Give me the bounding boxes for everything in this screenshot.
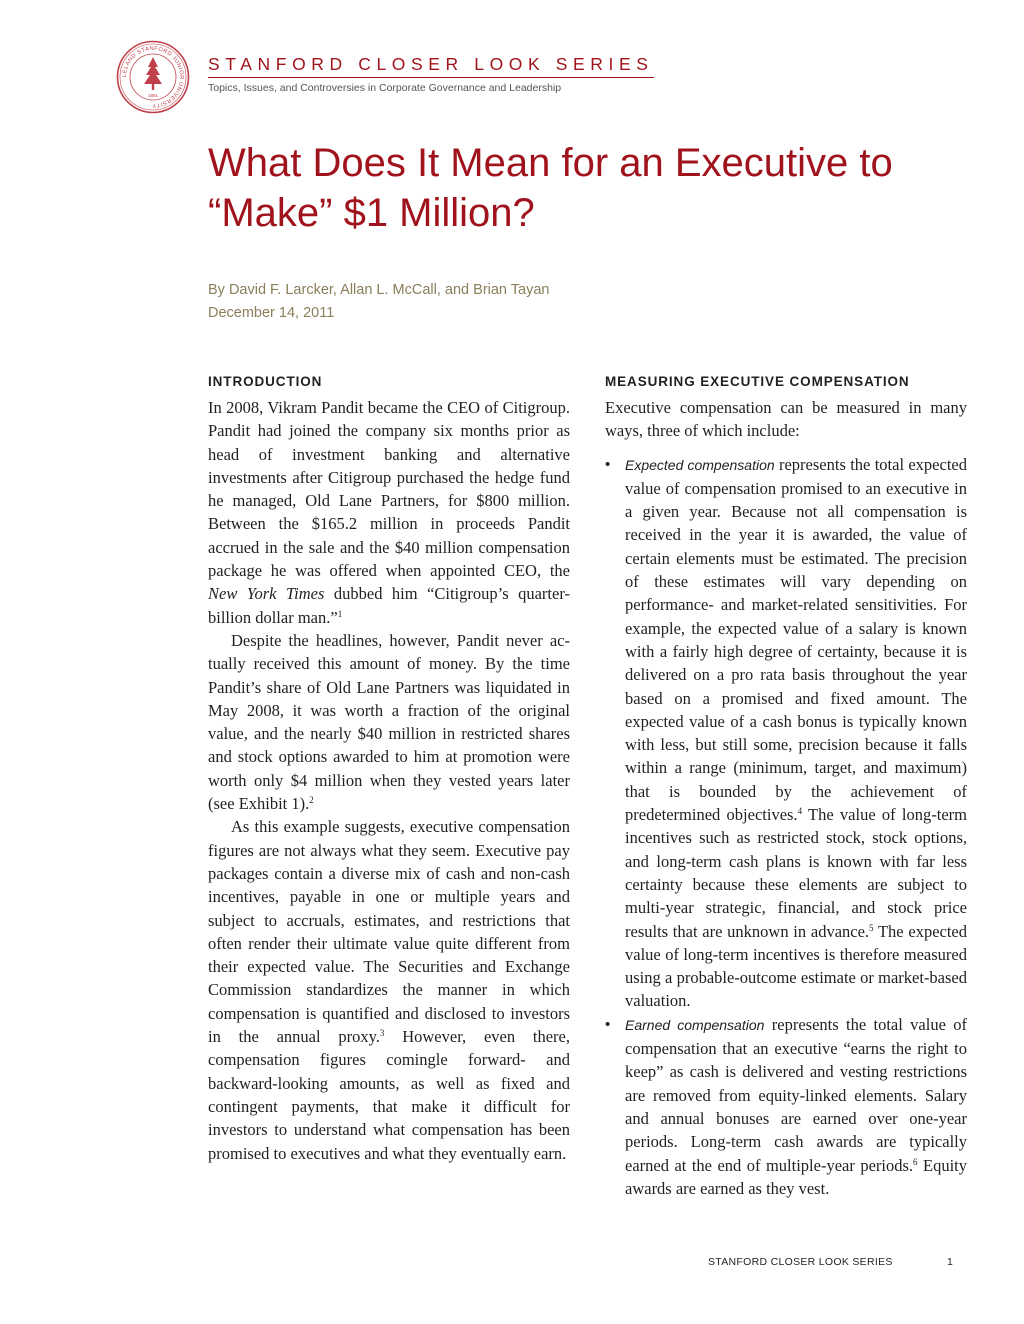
paragraph: In 2008, Vikram Pandit became the CEO of Citigroup. Pandit had joined the company six months prior as head of investment banking and alternative investments after Citigroup purchased the hedge fund he managed, Old Lane Partners, for $800 million. Between the $165.2 million in proceeds Pandit accrued in the sale and the $40 million compensation package he was offered when appointed CEO, the New York Times dubbed him “Citigroup’s quarter-billion dollar man.”$^1$ bbox=[208, 398, 570, 627]
footnote-ref: 4 bbox=[797, 806, 803, 817]
bullet-list bbox=[605, 453, 967, 1201]
footnote-ref: 3 bbox=[379, 1028, 385, 1039]
paragraph: Despite the headlines, however, Pandit never actually received this amount of money. By the time Pandit’s share of Old Lane Partners was liquidated in May 2008, it was worth a fraction of the original value, and the nearly $40 million in restricted shares and stock options awarded to him at promotion were worth only $4 million when they vested years later (see Exhibit 1).$^2$ bbox=[208, 630, 570, 814]
series-subtitle: Topics, Issues, and Controversies in Corporate Governance and Leadership bbox=[208, 82, 562, 94]
footnote-ref: 6 bbox=[913, 1156, 918, 1167]
paragraph: As this example suggests, executive compensation figures are not always what they seem. Executive pay packages contain a diverse mix of cash and non-cash incentives, payable in one or multiple years and subject to accruals, estimates, and restrictions that often render their ultimate value quite different from their expected value. The Securities and Exchange Commission standardizes the manner in which compensation is quantified and disclosed to investors in the annual proxy.$^3$ However, even there, compensation figures comingle forward- and backward-looking amounts, as well as fixed and contingent payments, that make it difficult for investors to understand what compensation has been promised to executives and what they eventually earn. bbox=[208, 817, 570, 1163]
footnote-ref: 1 bbox=[337, 608, 343, 619]
byline bbox=[208, 279, 549, 325]
seal-text: LELAND STANFORD JUNIOR UNIVERSITY bbox=[121, 45, 185, 109]
article-title bbox=[208, 138, 988, 238]
list-item: • Earned compensation represents the total value of compensation that an executive “earns the right to keep” as cash is delivered and vesting restrictions are removed from equity-linked elements. Salary and annual bonuses are earned over one-year periods. Long-term cash awards are typically earned at the end of multiple-year periods.$^6$ Equity awards are earned as they vest. bbox=[605, 1014, 968, 1198]
section-heading: MEASURING EXECUTIVE COMPENSATION bbox=[605, 374, 910, 389]
article-title-line-2: “Make” $1 Million? bbox=[208, 191, 535, 235]
list-item-term: Expected compensation bbox=[625, 456, 775, 473]
page-number: 1 bbox=[947, 1256, 953, 1268]
footnote-ref: 5 bbox=[869, 922, 874, 933]
footnote-ref: 2 bbox=[309, 795, 314, 806]
paragraph: Executive compensation can be measured in many ways, three of which include: bbox=[605, 398, 967, 441]
measuring-section bbox=[605, 372, 967, 1200]
authors: By David F. Larcker, Allan L. McCall, and Brian Tayan bbox=[208, 282, 550, 298]
footer-series: STANFORD CLOSER LOOK SERIES bbox=[708, 1256, 893, 1268]
publication-date: December 14, 2011 bbox=[208, 305, 335, 321]
series-title: STANFORD CLOSER LOOK SERIES bbox=[208, 54, 654, 78]
list-item-term: Earned compensation bbox=[625, 1016, 765, 1033]
bullet-icon: • bbox=[605, 455, 611, 473]
list-item: • Expected compensation represents the total expected value of compensation promised to an executive in a given year. Because not all compensation is received in the year it is awarded, the value of certain elements must be estimated. The precision of these estimates will vary depending on performance- and market-related sensitivities. For example, the expected value of a salary is known with a fairly high degree of certainty, because it is delivered on a pro rata basis throughout the year based on a promised and fixed amount. The expected value of a cash bonus is typically known with less, but still some, precision because it falls within a range (minimum, target, and maximum) that is bounded by the achievement of predetermined objectives.$^4$ The value of long-term incentives such as restricted stock, stock options, and long-term cash plans is known with far less certainty because these elements are subject to multi-year strategic, financial, and stock price results that are unknown in advance.$^5$ The expected value of long-term incentives is therefore measured using a probable-outcome estimate or market-based valuation. bbox=[605, 454, 967, 1011]
stanford-seal-icon bbox=[116, 40, 190, 114]
emphasis: New York Times bbox=[208, 584, 325, 604]
bullet-icon: • bbox=[605, 1015, 611, 1033]
introduction-section bbox=[208, 372, 570, 1165]
section-heading: INTRODUCTION bbox=[208, 374, 323, 389]
seal-year: 1891 bbox=[147, 93, 159, 98]
article-title-line-1: What Does It Mean for an Executive to bbox=[208, 141, 893, 185]
